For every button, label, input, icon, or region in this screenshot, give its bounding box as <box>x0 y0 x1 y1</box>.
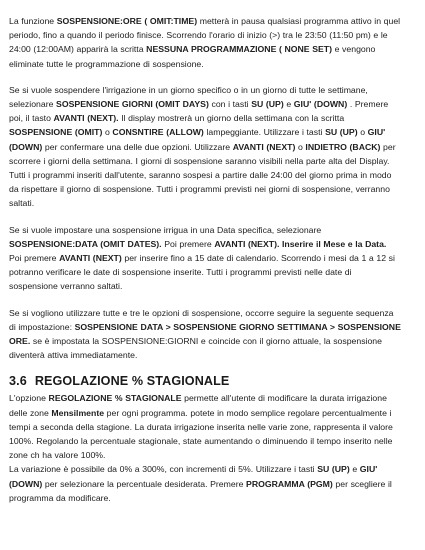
text-run: La variazione è possibile da 0% a 300%, con incrementi di 5%. Utilizzare i tasti <box>9 464 318 475</box>
paragraph-omit-dates <box>9 223 401 294</box>
bold-text-run: GIU' (DOWN) <box>293 99 348 110</box>
bold-text-run: SU (UP) <box>251 99 284 110</box>
bold-text-run: SOSPENSIONE DATA > SOSPENSIONE GIORNO SETTIMANA > SOSPENSIONE ORE. <box>9 321 401 347</box>
bold-text-run: Mensilmente <box>51 407 105 418</box>
text-run: Poi premere <box>161 238 215 249</box>
text-run: Se si vogliono utilizzare tutte e tre le opzioni di sospensione, occorre seguire la seguente sequenza di impostazione: <box>9 307 394 332</box>
paragraph-seasonal-range <box>9 462 401 505</box>
bold-text-run: SU (UP) <box>317 464 350 475</box>
bold-text-run: SOSPENSIONE (OMIT) <box>9 127 103 138</box>
bold-text-run: AVANTI (NEXT) <box>59 253 122 264</box>
text-run: e <box>283 99 294 110</box>
bold-text-run: NESSUNA PROGRAMMAZIONE ( NONE SET) <box>146 44 332 55</box>
bold-text-run: PROGRAMMA (PGM) <box>246 478 333 489</box>
text-run: Poi premere <box>9 253 60 264</box>
text-run: con i tasti <box>208 99 252 110</box>
text-run: lampeggiante. Utilizzare i tasti <box>203 127 326 138</box>
text-run: Se si vuole sospendere l'irrigazione in un giorno specifico o in un giorno di tutte le settimane, selezionare <box>9 84 368 110</box>
text-run: La funzione <box>9 16 57 26</box>
paragraph-omit-time <box>9 14 401 71</box>
bold-text-run: GIU' (DOWN) <box>9 464 378 489</box>
text-run: per scegliere il programma da modificare. <box>9 478 392 503</box>
text-run: L'opzione <box>9 393 49 404</box>
bold-text-run: INDIETRO (BACK) <box>305 141 381 152</box>
bold-text-run: AVANTI (NEXT). Inserire il Mese e la Data. <box>214 238 387 249</box>
text-run: per selezionare la percentuale desiderata. Premere <box>42 478 247 489</box>
bold-text-run: SU (UP) <box>325 127 358 138</box>
text-run: per scorrere i giorni della settimana. I giorni di sospensione saranno visibili nella parte alta del Display. Tutti i programmi inseriti dall'utente, saranno sospesi a partire dalle 24:00 del giorno prima in modo da rispettare il giorno di sospensione. Tutti i programmi previsti nei giorni di sospensione, verranno saltati. <box>9 141 396 209</box>
section-heading <box>9 374 401 388</box>
bold-text-run: SOSPENSIONE:DATA (OMIT DATES). <box>9 238 162 249</box>
text-run: e vengono eliminate tutte le programmazione di sospensione. <box>9 44 376 69</box>
text-run: Il display mostrerà un giorno della settimana con la scritta <box>118 113 345 124</box>
text-run: per inserire fino a 15 date di calendario. Scorrendo i mesi da 1 a 12 si potranno verificare le date di sospensione inserite. Tutti i programmi previsti nelle date di sospensione verranno saltati. <box>9 253 395 292</box>
text-run: se è impostata la SOSPENSIONE:GIORNI e coincide con il giorno attuale, la sospensione diventerà attiva immediatamente. <box>9 336 382 361</box>
text-run: e <box>349 464 360 475</box>
bold-text-run: REGOLAZIONE % STAGIONALE <box>48 393 182 404</box>
paragraph-seasonal-adjust <box>9 391 401 462</box>
paragraph-omit-days <box>9 83 401 211</box>
text-run: . Premere poi, il tasto <box>9 99 389 124</box>
section-title: REGOLAZIONE % STAGIONALE <box>34 374 230 389</box>
bold-text-run: SOSPENSIONE:ORE ( OMIT:TIME) <box>56 16 198 26</box>
paragraph-omit-sequence <box>9 306 401 363</box>
text-run: o <box>295 141 306 152</box>
text-run: o <box>357 127 368 138</box>
text-run: permette all'utente di modificare la durata irrigazione delle zone <box>9 393 387 418</box>
bold-text-run: AVANTI (NEXT) <box>232 141 296 152</box>
text-run: per ogni programma. potete in modo semplice regolare percentualmente i tempi a seconda della stagione. La durata irrigazione inserita nelle varie zone, rappresenta il valore 100%. Regolando la percentuale stagionale, state aumentando o diminuendo il tempo inserito nelle zone ch ha valore 100%. <box>9 407 393 461</box>
bold-text-run: SOSPENSIONE GIORNI (OMIT DAYS) <box>56 99 209 110</box>
text-run: Se si vuole impostare una sospensione irrigua in una Data specifica, selezionare <box>9 224 322 235</box>
bold-text-run: AVANTI (NEXT). <box>53 113 119 124</box>
section-number: 3.6 <box>9 374 27 389</box>
text-run: metterà in pausa qualsiasi programma attivo in quel periodo, fino a quando il periodo finisce. Scorrendo l'orario di inizio (>) tra le 23:50 (11:50 pm) e le 24:00 (12:00AM) apparirà la scritta <box>9 16 401 55</box>
bold-text-run: CONSNTIRE (ALLOW) <box>112 127 204 138</box>
text-run: per confermare una delle due opzioni. Utilizzare <box>42 141 233 152</box>
text-run: o <box>102 127 113 138</box>
bold-text-run: GIU' (DOWN) <box>9 127 386 152</box>
